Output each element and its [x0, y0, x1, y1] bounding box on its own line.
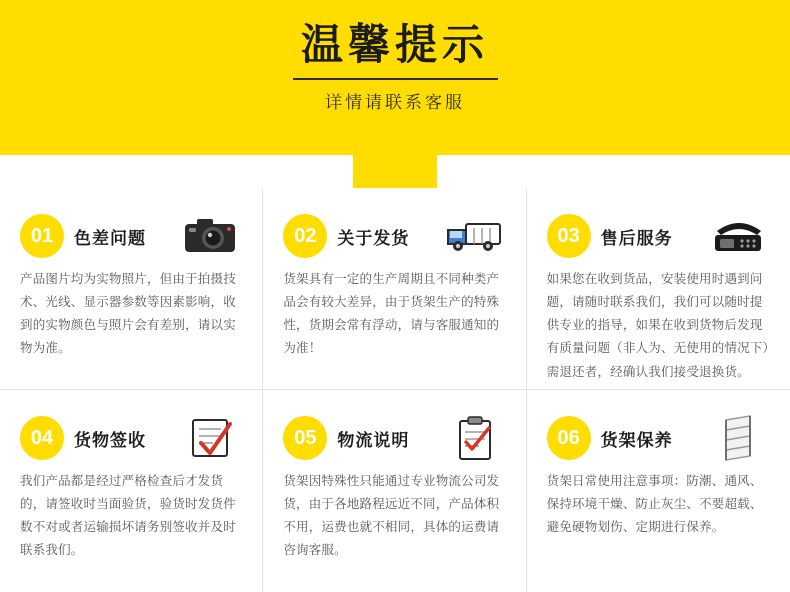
- item-body: 我们产品都是经过严格检查后才发货的，请签收时当面验货，验货时发货件数不对或者运输损坏请务别签收并及时联系我们。: [20, 474, 236, 558]
- notice-item-03: [527, 188, 790, 390]
- item-body: 货架因特殊性只能通过专业物流公司发货，由于各地路程远近不同，产品体积不用，运费也就不相同，具体的运费请咨询客服。: [283, 474, 500, 558]
- shelf-icon: [708, 415, 770, 461]
- truck-icon: [444, 213, 506, 259]
- notice-item-05: [263, 390, 526, 592]
- item-title: 色差问题: [74, 228, 146, 248]
- item-number-badge: 01: [20, 214, 64, 258]
- item-title: 关于发货: [337, 228, 410, 248]
- header-banner: [0, 0, 790, 188]
- header-notch-right: [437, 155, 790, 188]
- notice-item-02: [263, 188, 526, 390]
- header-arrow-icon: [353, 155, 437, 188]
- notice-item-header: [547, 210, 770, 262]
- notice-grid: [0, 188, 790, 592]
- page-subtitle: 详情请联系客服: [325, 93, 465, 113]
- notice-item-header: [20, 412, 242, 464]
- notice-item-header: [283, 412, 505, 464]
- notice-item-header: [20, 210, 242, 262]
- item-body: 货架具有一定的生产周期且不同种类产品会有较大差异，由于货架生产的特殊性，货期会常有浮动，请与客服通知的为准！: [283, 272, 500, 356]
- header-notch-left: [0, 155, 353, 188]
- item-number-badge: 06: [547, 416, 591, 460]
- item-title: 物流说明: [337, 430, 410, 450]
- notice-item-01: [0, 188, 263, 390]
- item-number-badge: 05: [283, 416, 327, 460]
- item-title: 货物签收: [74, 430, 146, 450]
- clipboard-icon: [444, 415, 506, 461]
- telephone-icon: [708, 213, 770, 259]
- checklist-icon: [180, 415, 242, 461]
- notice-item-06: [527, 390, 790, 592]
- item-number-badge: 04: [20, 416, 64, 460]
- header-content: [0, 0, 790, 155]
- notice-item-header: [283, 210, 505, 262]
- item-body: 产品图片均为实物照片，但由于拍摄技术、光线、显示器参数等因素影响，收到的实物颜色与照片会有差别，请以实物为准。: [20, 272, 236, 356]
- item-number-badge: 02: [283, 214, 327, 258]
- notice-item-header: [547, 412, 770, 464]
- item-title: 货架保养: [600, 430, 673, 450]
- camera-icon: [180, 213, 242, 259]
- title-divider: [293, 78, 498, 80]
- notice-item-04: [0, 390, 263, 592]
- item-title: 售后服务: [600, 228, 673, 248]
- item-number-badge: 03: [547, 214, 591, 258]
- item-body: 货架日常使用注意事项：防潮、通风、保持环境干燥、防止灰尘、不要超载、避免硬物划伤、定期进行保养。: [546, 474, 763, 535]
- page-title: 温馨提示: [300, 21, 489, 68]
- item-body: 如果您在收到货品，安装使用时遇到问题，请随时联系我们，我们可以随时提供专业的指导，如果在收到货物后发现有质量问题（非人为、无使用的情况下）需退还者，经确认我们接受退换货。: [546, 272, 770, 379]
